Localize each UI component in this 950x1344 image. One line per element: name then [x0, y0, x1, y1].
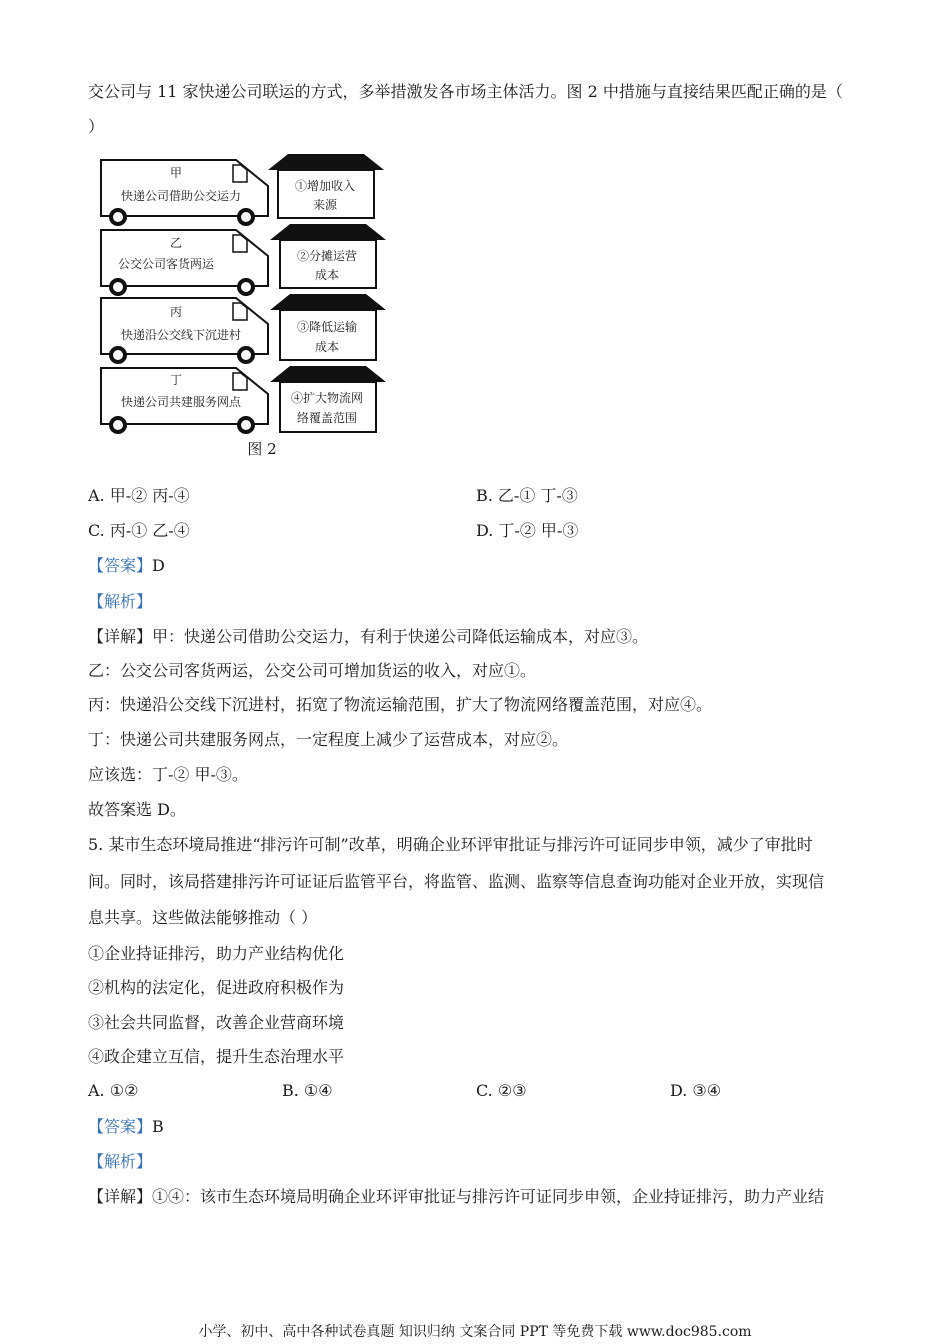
house-4 [270, 366, 386, 432]
truck-jia-tag: 甲 [169, 166, 183, 180]
truck-ding-tag: 丁 [169, 373, 183, 387]
q4-answer: D [152, 556, 165, 575]
q5-detail-1: ①④：该市生态环境局明确企业环评审批证与排污许可证同步申领，企业持证排污，助力产业结 [152, 1187, 825, 1206]
q5-option-d: D. ③④ [670, 1081, 722, 1100]
q4-option-a: A. 甲-② 丙-④ [88, 486, 190, 505]
truck-jia-text: 快递公司借助公交运力 [120, 189, 242, 203]
q4-detail-tag: 【详解】 [88, 627, 153, 646]
q5-item-4: ④政企建立互信，提升生态治理水平 [88, 1047, 345, 1066]
q5-option-a: A. ①② [88, 1081, 139, 1100]
q5-stem-line2: 间。同时，该局搭建排污许可证证后监管平台，将监管、监测、监察等信息查询功能对企业开放，实现信 [88, 872, 825, 891]
q4-stem-line2: ） [88, 117, 105, 136]
q5-option-b: B. ①④ [282, 1081, 333, 1100]
house-3-line2: 成本 [314, 340, 340, 354]
q5-item-2: ②机构的法定化，促进政府积极作为 [88, 978, 345, 997]
truck-jia [101, 160, 268, 224]
q5-analysis-tag: 【解析】 [88, 1152, 153, 1171]
q4-detail-4: 丁：快递公司共建服务网点，一定程度上减少了运营成本，对应②。 [88, 730, 569, 749]
truck-yi-tag: 乙 [169, 236, 183, 250]
house-1-line2: 来源 [312, 198, 338, 212]
q5-answer: B [152, 1117, 164, 1136]
house-2 [270, 224, 386, 288]
q5-answer-line [88, 1117, 164, 1137]
truck-ding-text: 快递公司共建服务网点 [120, 395, 242, 409]
q4-option-b: B. 乙-① 丁-③ [476, 486, 578, 505]
q5-item-1: ①企业持证排污，助力产业结构优化 [88, 944, 345, 963]
q4-option-d: D. 丁-② 甲-③ [476, 521, 579, 540]
q5-detail-1-line [88, 1187, 824, 1207]
page-footer: 小学、初中、高中各种试卷真题 知识归纳 文案合同 PPT 等免费下载 www.doc985.com [198, 1324, 752, 1340]
q4-detail-1: 甲：快递公司借助公交运力，有利于快递公司降低运输成本，对应③。 [152, 627, 649, 646]
house-2-line1: ②分摊运营 [296, 249, 358, 263]
house-3-line1: ③降低运输 [296, 320, 358, 334]
house-1 [268, 154, 384, 218]
truck-yi [101, 230, 268, 294]
q4-stem-line1: 交公司与 11 家快递公司联运的方式，多举措激发各市场主体活力。图 2 中措施与直接结果匹配正确的是（ [88, 82, 843, 101]
house-4-line1: ④扩大物流网 [290, 391, 364, 405]
truck-ding [101, 368, 268, 432]
house-3 [270, 294, 386, 360]
house-2-line2: 成本 [314, 268, 340, 282]
house-1-line1: ①增加收入 [294, 179, 356, 193]
q5-stem-line3: 息共享。这些做法能够推动（ ） [88, 908, 318, 927]
q5-stem-line1: 5. 某市生态环境局推进“排污许可制”改革，明确企业环评审批证与排污许可证同步申领，减少了审批时 [88, 835, 813, 854]
q4-analysis-tag: 【解析】 [88, 592, 153, 611]
house-4-line2: 络覆盖范围 [296, 411, 358, 425]
q4-detail-3: 丙：快递沿公交线下沉进村，拓宽了物流运输范围，扩大了物流网络覆盖范围，对应④。 [88, 695, 713, 714]
q4-detail-6: 故答案选 D。 [88, 800, 186, 819]
q5-detail-tag: 【详解】 [88, 1187, 153, 1206]
truck-bing [101, 298, 268, 362]
figure-2 [96, 150, 391, 465]
q5-option-c: C. ②③ [476, 1081, 527, 1100]
q4-answer-tag: 【答案】 [88, 556, 153, 575]
q4-answer-line [88, 556, 165, 576]
figure-caption: 图 2 [247, 440, 277, 458]
q4-option-c: C. 丙-① 乙-④ [88, 521, 190, 540]
truck-yi-text: 公交公司客货两运 [117, 257, 215, 271]
q4-detail-1-line [88, 627, 648, 647]
q5-answer-tag: 【答案】 [88, 1117, 153, 1136]
q5-item-3: ③社会共同监督，改善企业营商环境 [88, 1013, 345, 1032]
q4-detail-5: 应该选：丁-② 甲-③。 [88, 765, 248, 784]
q4-detail-2: 乙：公交公司客货两运，公交公司可增加货运的收入，对应①。 [88, 661, 537, 680]
truck-bing-text: 快递沿公交线下沉进村 [120, 328, 242, 342]
truck-bing-tag: 丙 [169, 305, 183, 319]
